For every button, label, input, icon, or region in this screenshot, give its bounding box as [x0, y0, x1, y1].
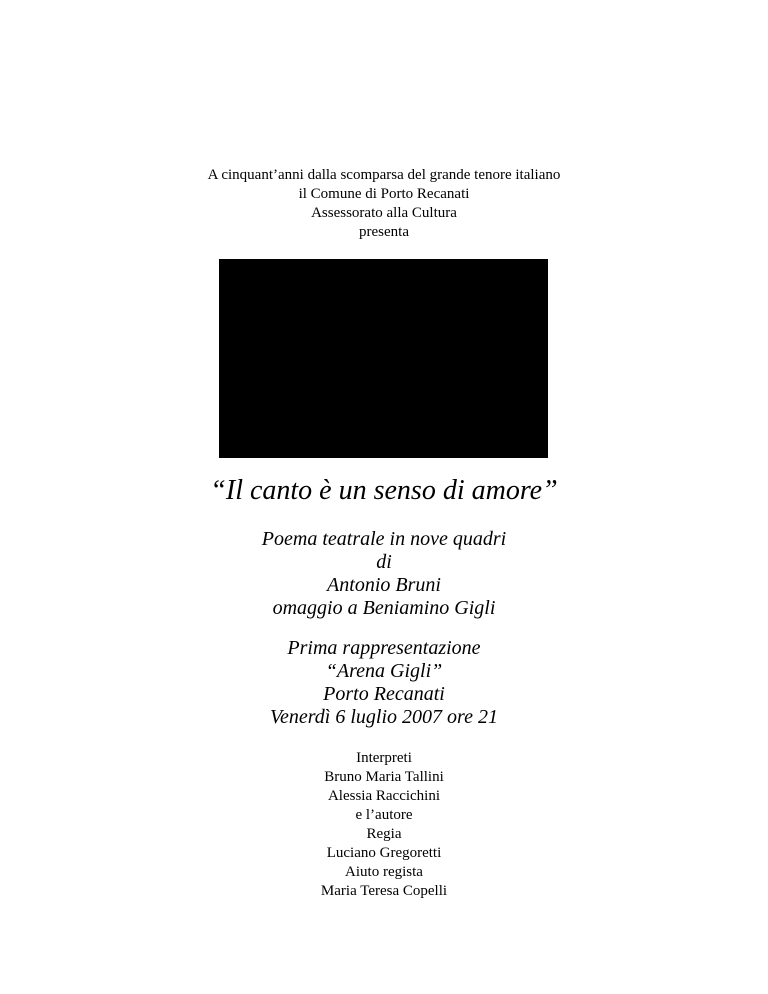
credits-line-3: Alessia Raccichini — [327, 788, 441, 804]
poem-line-4: omaggio a Beniamino Gigli — [272, 597, 496, 619]
premiere-line-2: “Arena Gigli” — [325, 660, 443, 682]
intro-line-3: Assessorato alla Cultura — [311, 205, 457, 221]
credits-line-2: Bruno Maria Tallini — [324, 769, 444, 785]
intro-line-2: il Comune di Porto Recanati — [298, 186, 470, 202]
credits-line-1: Interpreti — [356, 750, 412, 766]
credits-line-5: Regia — [366, 826, 402, 842]
credits-line-8: Maria Teresa Copelli — [320, 883, 448, 899]
event-photo — [219, 259, 548, 458]
premiere-line-1: Prima rappresentazione — [287, 637, 481, 659]
premiere-line-4: Venerdì 6 luglio 2007 ore 21 — [270, 706, 498, 728]
intro-line-4: presenta — [359, 224, 409, 240]
poem-line-3: Antonio Bruni — [327, 574, 441, 596]
credits-line-7: Aiuto regista — [345, 864, 423, 880]
poem-line-1: Poema teatrale in nove quadri — [261, 528, 507, 550]
credits-line-6: Luciano Gregoretti — [326, 845, 442, 861]
credits-line-4: e l’autore — [355, 807, 413, 823]
premiere-line-3: Porto Recanati — [323, 683, 445, 705]
poem-line-2: di — [376, 551, 392, 573]
event-title: “Il canto è un senso di amore” — [210, 475, 558, 506]
intro-line-1: A cinquant’anni dalla scomparsa del grande tenore italiano — [207, 167, 561, 183]
